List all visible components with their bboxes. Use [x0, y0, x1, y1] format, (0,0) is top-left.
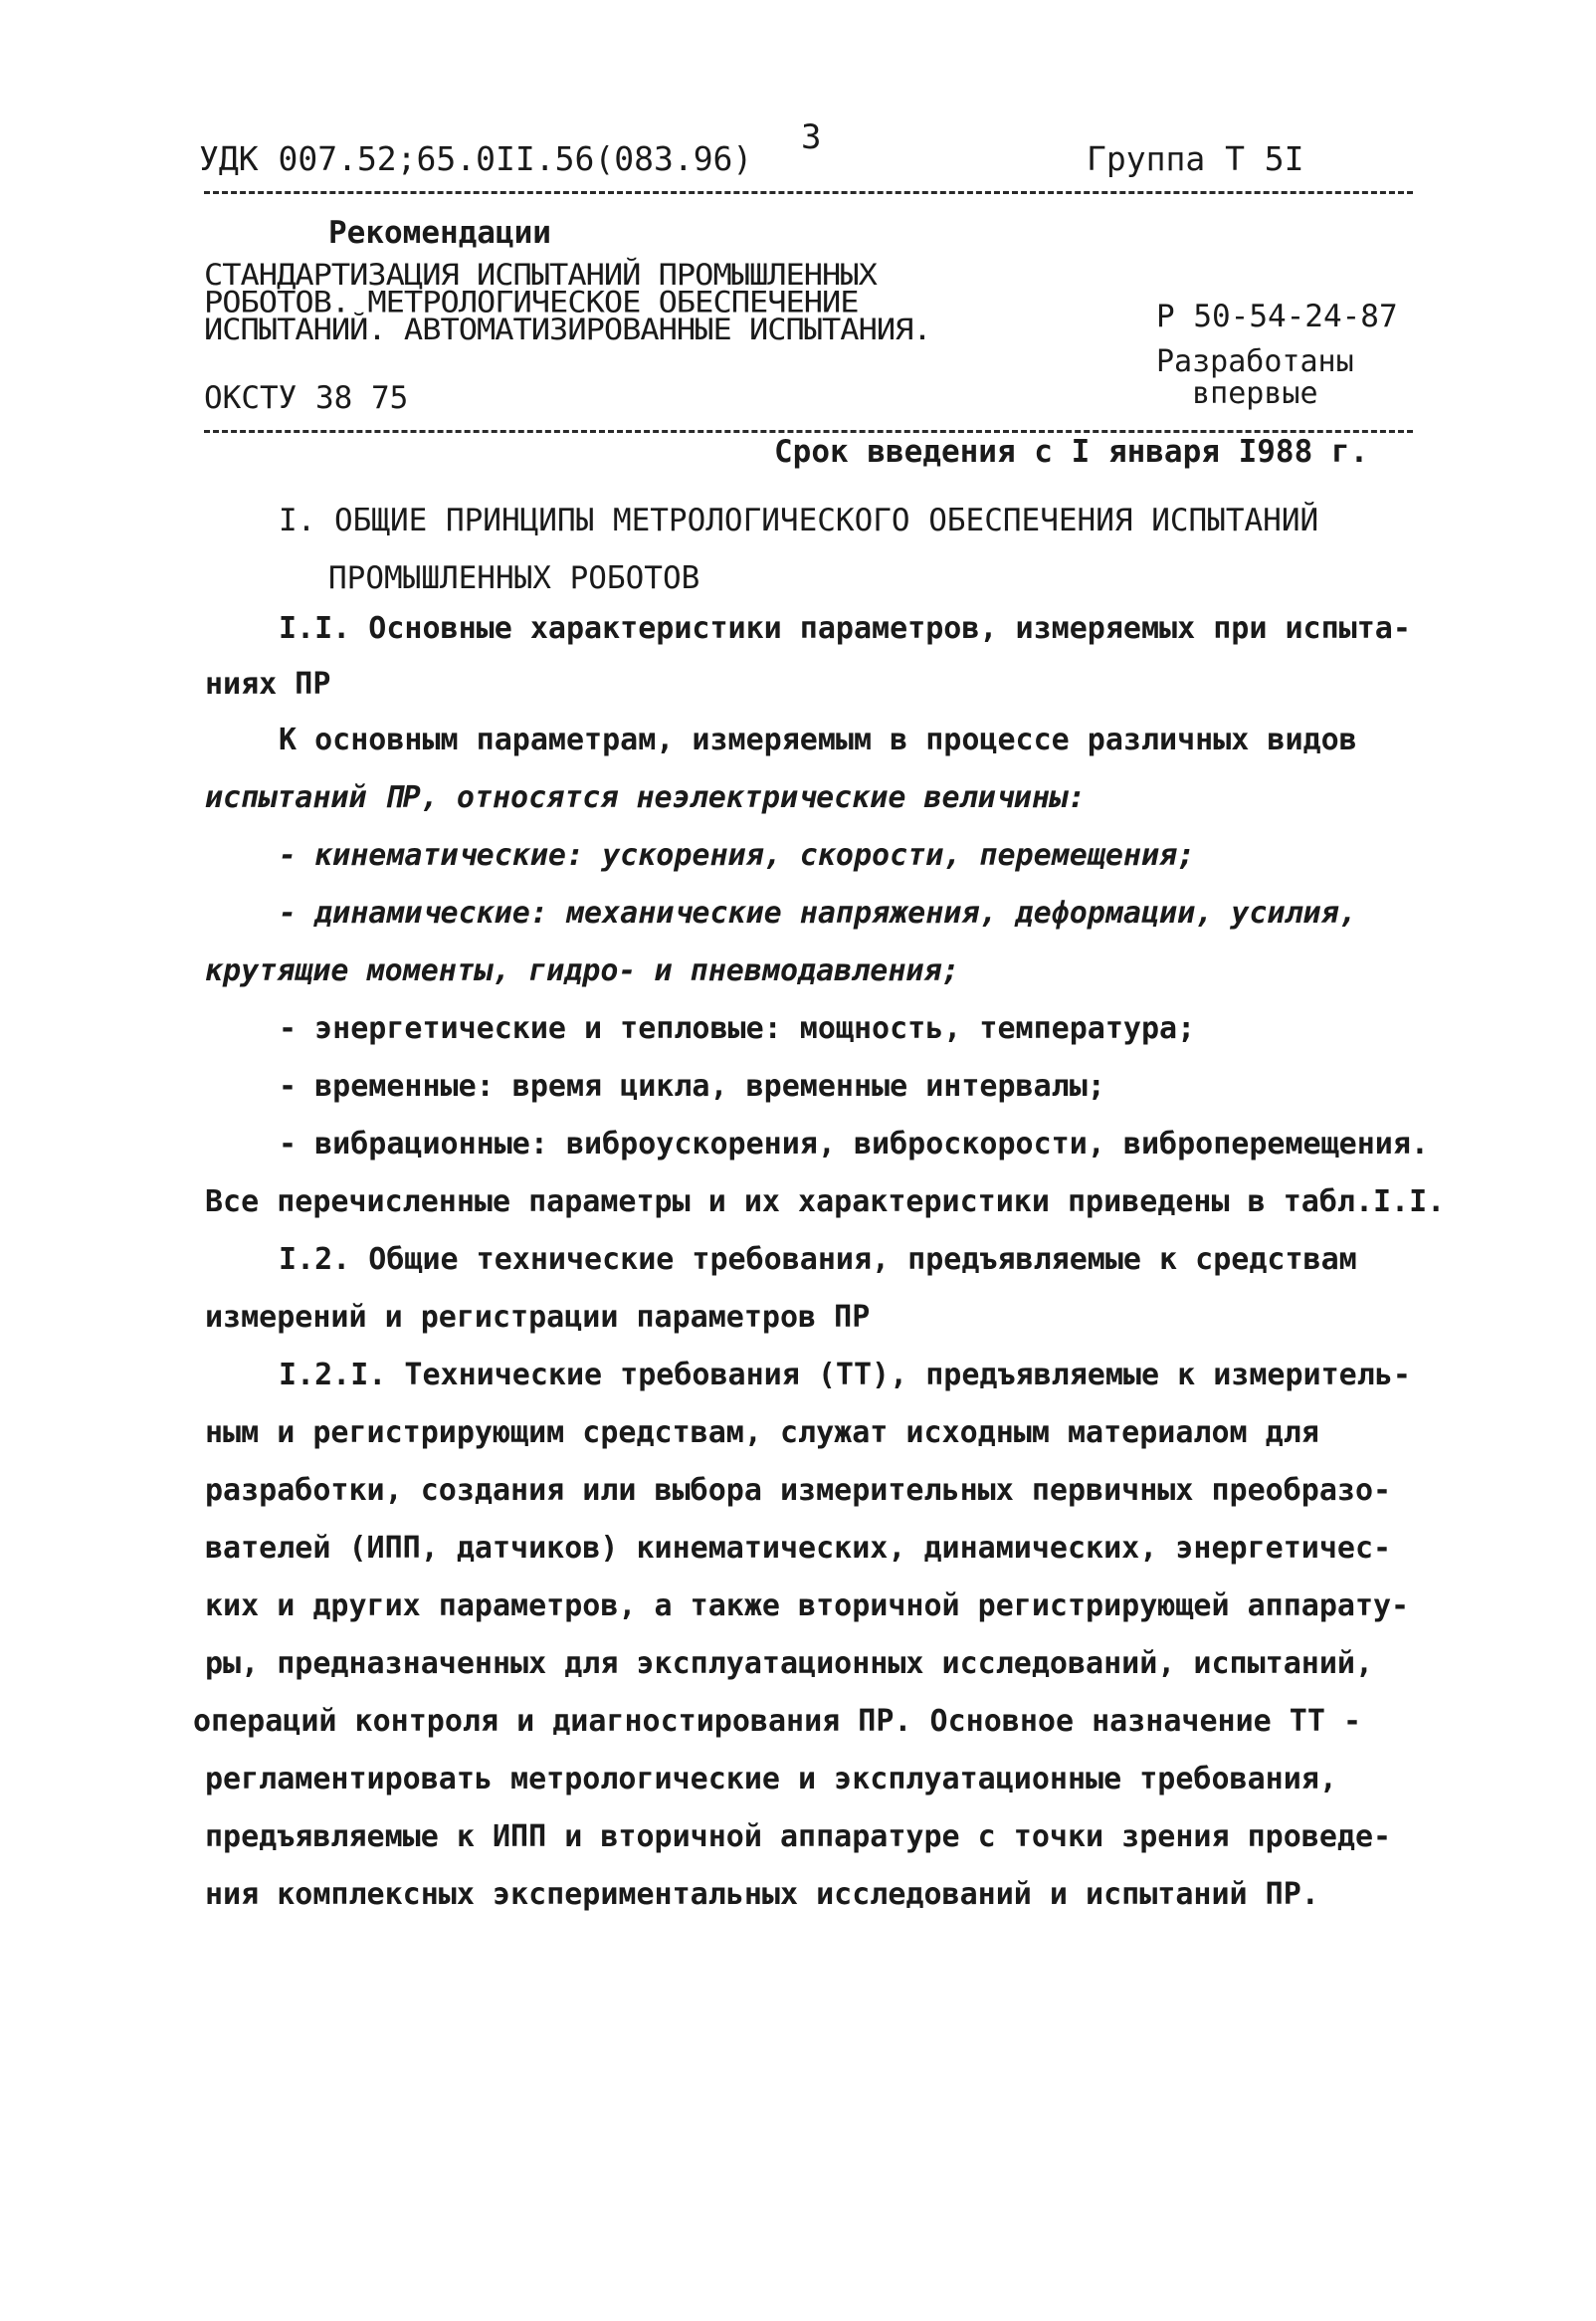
body-line: I.2. Общие технические требования, предъявляемые к средствам	[279, 1242, 1357, 1277]
body-line: ным и регистрирующим средствам, служат исходным материалом для	[205, 1415, 1319, 1450]
body-line: операций контроля и диагностирования ПР. Основное назначение ТТ -	[193, 1704, 1361, 1739]
section-heading	[279, 492, 1318, 607]
body-line: измерений и регистрации параметров ПР	[205, 1300, 871, 1335]
body-line: ры, предназначенных для эксплуатационных исследований, испытаний,	[205, 1646, 1373, 1681]
body-line: ниях ПР	[205, 667, 331, 702]
title-line: СТАНДАРТИЗАЦИЯ ИСПЫТАНИЙ ПРОМЫШЛЕННЫХ	[204, 257, 877, 293]
body-line: предъявляемые к ИПП и вторичной аппаратуре с точки зрения проведе-	[205, 1819, 1392, 1854]
document-title	[204, 257, 931, 347]
effective-date: Срок введения с I января I988 г.	[774, 434, 1369, 470]
okstu-code: ОКСТУ 38 75	[204, 380, 409, 416]
udk-code: УДК 007.52;65.0II.56(083.96)	[199, 139, 753, 178]
body-line: ния комплексных экспериментальных исследований и испытаний ПР.	[205, 1877, 1319, 1912]
body-line: - временные: время цикла, временные интервалы;	[279, 1069, 1105, 1104]
body-line: - вибрационные: виброускорения, виброскорости, виброперемещения.	[279, 1127, 1429, 1161]
body-line: - динамические: механические напряжения, деформации, усилия,	[279, 896, 1357, 931]
body-line: вателей (ИПП, датчиков) кинематических, динамических, энергетичес-	[205, 1531, 1392, 1566]
bottom-divider	[204, 430, 1413, 433]
group-code: Группа Т 5I	[1087, 139, 1304, 178]
developed-note	[1156, 346, 1354, 410]
title-line: РОБОТОВ. МЕТРОЛОГИЧЕСКОЕ ОБЕСПЕЧЕНИЕ	[204, 284, 859, 319]
page-number: 3	[801, 117, 822, 157]
body-line: Все перечисленные параметры и их характеристики приведены в табл.I.I.	[205, 1184, 1446, 1219]
body-line: ких и других параметров, а также вторичной регистрирующей аппарату-	[205, 1588, 1410, 1623]
body-line: регламентировать метрологические и эксплуатационные требования,	[205, 1762, 1337, 1796]
developed-line: Разработаны	[1156, 344, 1354, 379]
heading-line: I. ОБЩИЕ ПРИНЦИПЫ МЕТРОЛОГИЧЕСКОГО ОБЕСПЕЧЕНИЯ ИСПЫТАНИЙ	[279, 503, 1319, 538]
body-line: испытаний ПР, относятся неэлектрические величины:	[205, 780, 1087, 815]
body-line: крутящие моменты, гидро- и пневмодавления;	[205, 953, 960, 988]
document-type: Рекомендации	[328, 215, 551, 251]
body-line: I.2.I. Технические требования (ТТ), предъявляемые к измеритель-	[279, 1358, 1411, 1392]
developed-line: впервые	[1192, 376, 1318, 411]
body-line: - энергетические и тепловые: мощность, температура;	[279, 1011, 1196, 1046]
body-line: - кинематические: ускорения, скорости, перемещения;	[279, 838, 1196, 873]
body-line: I.I. Основные характеристики параметров, измеряемых при испыта-	[279, 611, 1411, 646]
document-code: Р 50-54-24-87	[1156, 299, 1398, 334]
heading-line: ПРОМЫШЛЕННЫХ РОБОТОВ	[328, 560, 700, 596]
title-line: ИСПЫТАНИЙ. АВТОМАТИЗИРОВАННЫЕ ИСПЫТАНИЯ.	[204, 312, 931, 347]
body-line: разработки, создания или выбора измерительных первичных преобразо-	[205, 1473, 1392, 1508]
body-line: К основным параметрам, измеряемым в процессе различных видов	[279, 723, 1357, 757]
top-divider	[204, 191, 1413, 194]
